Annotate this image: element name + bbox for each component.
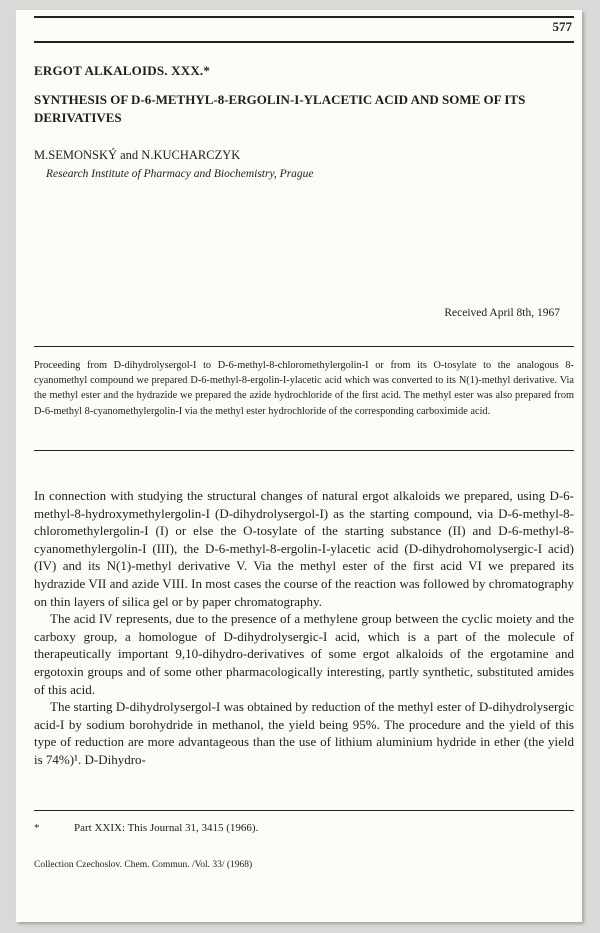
body-paragraph-1: In connection with studying the structural changes of natural ergot alkaloids we prepared, using D-6-methyl-8-hydroxymethylergolin-I (D-dihydrolysergol-I) as the starting compound, via D-6-methyl-8-chloromethylergolin-I (I) or else the O-tosylate of the starting substance (II) and D-6-methyl-8-cyanomethylergolin-I (III), the D-6-methyl-8-ergolin-I-ylacetic acid (D-dihydrohomolysergic-I acid) (IV) and its N(1)-methyl derivative V. Via the methyl ester of the first acid VI we prepared its hydrazide VII and azide VIII. In most cases the course of the reaction was followed by chromatography on thin layers of silica gel or by paper chromatography. bbox=[34, 488, 574, 609]
footnote-rule bbox=[34, 810, 574, 811]
body-paragraph-2: The acid IV represents, due to the presence of a methylene group between the cyclic moiety and the carboxy group, a homologue of D-dihydrolysergic-I acid, which is a part of the molecule of therapeutically important 9,10-dihydro-derivatives of some ergot alkaloids of the ergotamine and ergotoxin groups and of some other pharmacologically interesting, partly synthetic, substituted amides of this acid. bbox=[34, 611, 574, 697]
authors: M.SEMONSKÝ and N.KUCHARCZYK bbox=[34, 148, 241, 162]
page-number: 577 bbox=[552, 19, 572, 34]
footnote-marker: * bbox=[34, 822, 40, 834]
received-date: Received April 8th, 1967 bbox=[444, 307, 560, 319]
journal-citation: Collection Czechoslov. Chem. Commun. /Vol. 33/ (1968) bbox=[34, 860, 253, 870]
header-rule-top bbox=[34, 16, 574, 18]
footnote-text: Part XXIX: This Journal 31, 3415 (1966). bbox=[74, 822, 259, 834]
article-body bbox=[34, 487, 574, 769]
institution: Research Institute of Pharmacy and Biochemistry, Prague bbox=[46, 168, 314, 180]
abstract: Proceeding from D-dihydrolysergol-I to D-6-methyl-8-chloromethylergolin-I or from its O-tosylate to the analogous 8-cyanomethyl compound we prepared D-6-methyl-8-ergolin-I-ylacetic acid which was converted to its N(1)-methyl derivative. Via the methyl ester and the hydrazide we prepared the azide hydrochloride of the first acid. The methyl ester was also prepared from D-6-methyl 8-cyanomethylergolin-I via the methyl ester hydrochloride of the corresponding carboximide acid. bbox=[34, 360, 574, 417]
abstract-rule-top bbox=[34, 346, 574, 347]
journal-page bbox=[16, 10, 582, 922]
footnote bbox=[34, 822, 258, 834]
abstract-rule-bottom bbox=[34, 450, 574, 451]
article-title: SYNTHESIS OF D-6-METHYL-8-ERGOLIN-I-YLACETIC ACID AND SOME OF ITS DERIVATIVES bbox=[34, 92, 526, 125]
header-rule-bottom bbox=[34, 41, 574, 43]
body-paragraph-3: The starting D-dihydrolysergol-I was obtained by reduction of the methyl ester of D-dihydrolysergic acid-I by sodium borohydride in methanol, the yield being 95%. The procedure and the yield of this type of reduction are more advantageous than the use of lithium aluminium hydride in ether (the yield is 74%)¹. D-Dihydro- bbox=[34, 699, 574, 767]
series-title: ERGOT ALKALOIDS. XXX.* bbox=[34, 63, 211, 78]
